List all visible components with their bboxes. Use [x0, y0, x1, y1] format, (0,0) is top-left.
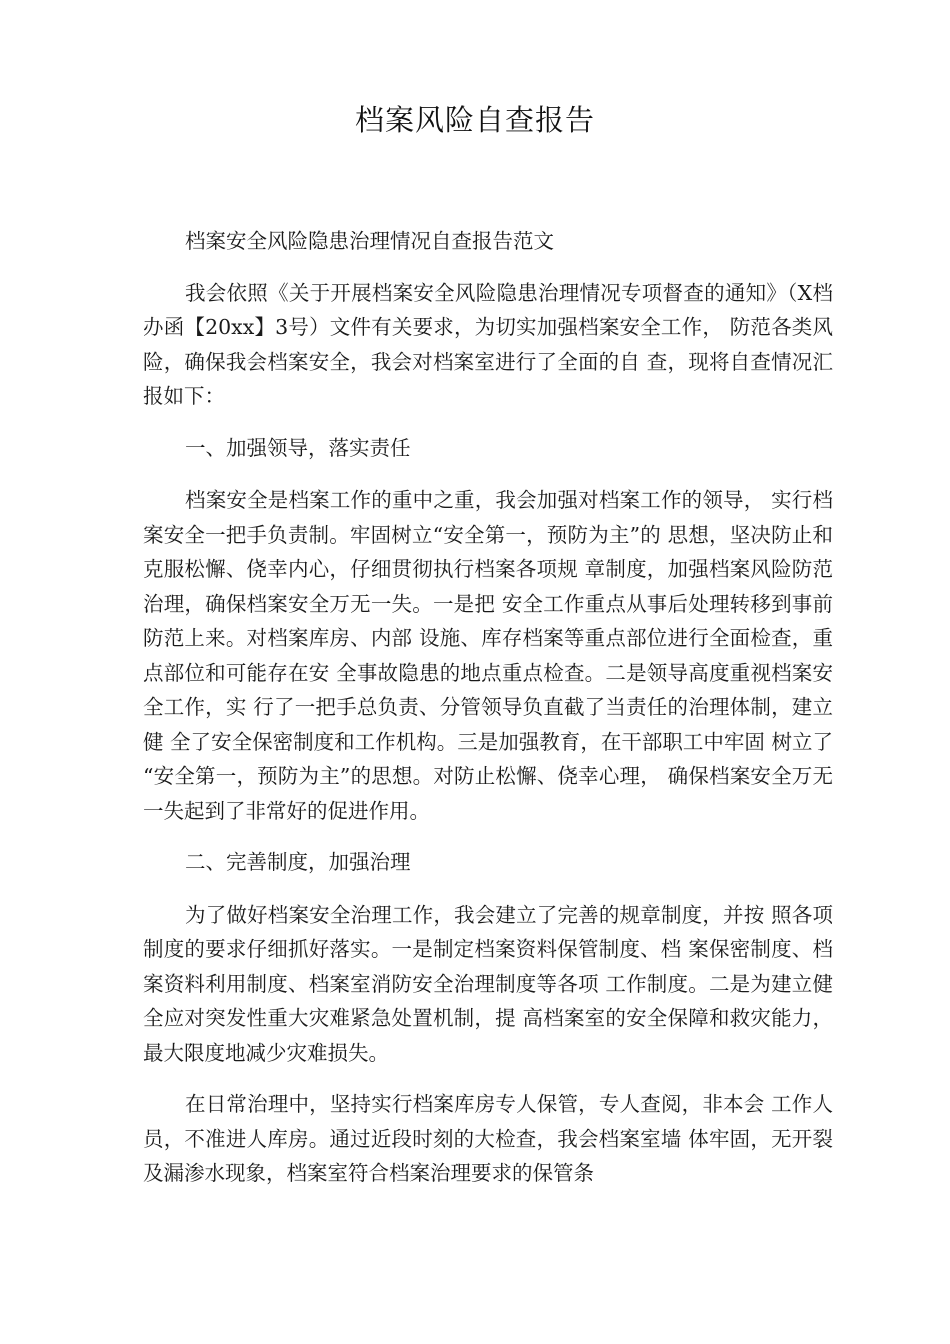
intro-paragraph: 我会依照《关于开展档案安全风险隐患治理情况专项督查的通知》（X档办函【20xx】3号）文件有关要求，为切实加强档案安全工作， 防范各类风险，确保我会档案安全，我会对档案室进行了全面的自 查，现将自查情况汇报如下： [143, 280, 833, 408]
daily-management-paragraph: 在日常治理中，坚持实行档案库房专人保管，专人查阅，非本会 工作人员，不准进人库房。通过近段时刻的大检查，我会档案室墙 体牢固，无开裂及漏渗水现象，档案室符合档案治理要求的保管条 [143, 1092, 833, 1185]
section-2-paragraph: 为了做好档案安全治理工作，我会建立了完善的规章制度，并按 照各项制度的要求仔细抓好落实。一是制定档案资料保管制度、档 案保密制度、档案资料利用制度、档案室消防安全治理制度等各项 工作制度。二是为建立健全应对突发性重大灾难紧急处置机制，提 高档案室的安全保障和救灾能力，最大限度地减少灾难损失。 [143, 902, 833, 1065]
section-1-paragraph: 档案安全是档案工作的重中之重，我会加强对档案工作的领导， 实行档案安全一把手负责制。牢固树立“安全第一，预防为主”的 思想，坚决防止和克服松懈、侥幸内心，仔细贯彻执行档案各项规 章制度，加强档案风险防范治理，确保档案安全万无一失。一是把 安全工作重点从事后处理转移到事前防范上来。对档案库房、内部 设施、库存档案等重点部位进行全面检查，重点部位和可能存在安 全事故隐患的地点重点检查。二是领导高度重视档案安全工作，实 行了一把手总负责、分管领导负直截了当责任的治理体制，建立健 全了安全保密制度和工作机构。三是加强教育，在干部职工中牢固 树立了 “安全第一，预防为主”的思想。对防止松懈、侥幸心理， 确保档案安全万无一失起到了非常好的促进作用。 [143, 488, 833, 823]
section-heading-1: 一、加强领导，落实责任 [185, 435, 411, 460]
section-heading-2: 二、完善制度，加强治理 [185, 850, 411, 874]
document-body [143, 224, 833, 1208]
document-title: 档案风险自查报告 [354, 103, 595, 137]
subtitle-paragraph: 档案安全风险隐患治理情况自查报告范文 [185, 229, 555, 253]
